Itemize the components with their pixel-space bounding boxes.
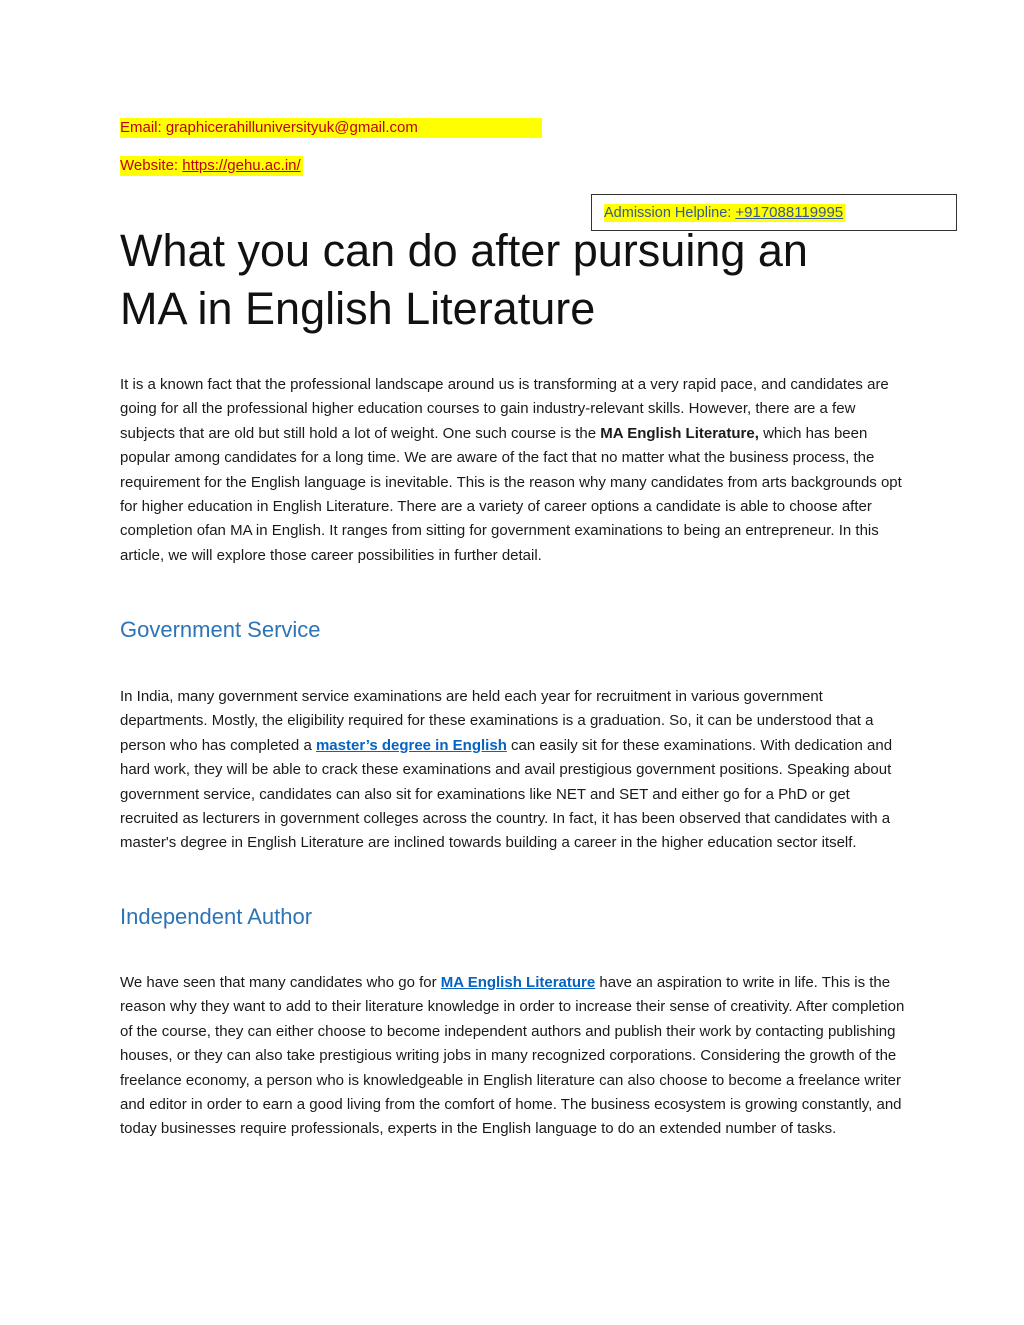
author-text-2: have an aspiration to write in life. This is the reason why they want to add to their literature knowledge in order to increase their sense of creativity. After completion of the course, they can either choose to become independent authors and publish their work by contacting publishing houses, or they can also take prestigious writing jobs in many recognized corporations. Considering the growth of the freelance economy, a person who is knowledgeable in English literature can also choose to become a freelance writer and editor in order to earn a good living from the comfort of home. The business ecosystem is growing constantly, and today businesses require professionals, experts in the English language to do an extended number of tasks.	[120, 974, 905, 1138]
masters-degree-link[interactable]: master’s degree in English	[315, 736, 507, 754]
helpline-label: Admission Helpline:	[604, 205, 736, 221]
email-prefix: Email:	[120, 119, 166, 136]
email-line	[120, 118, 542, 138]
email-address: graphicerahilluniversityuk@gmail.com	[165, 119, 418, 136]
independent-author-paragraph	[120, 971, 910, 1142]
gov-text-2: can easily sit for these examinations. With dedication and hard work, they will be able to crack these examinations and avail prestigious government positions. Speaking about government service, candidates can also sit for examinations like NET and SET and either go for a PhD or get recruited as lecturers in government colleges across the country. In fact, it has been observed that candidates with a master's degree in English Literature are inclined towards building a career in the higher education sector itself.	[120, 736, 893, 852]
website-prefix: Website:	[120, 157, 183, 174]
intro-paragraph	[120, 373, 910, 568]
author-text-1: We have seen that many candidates who go for	[120, 974, 441, 991]
helpline-text	[604, 204, 845, 222]
government-service-paragraph	[120, 685, 910, 856]
ma-english-literature-link[interactable]: MA English Literature	[440, 974, 596, 991]
government-service-heading: Government Service	[120, 617, 321, 642]
website-link[interactable]: https://gehu.ac.in/	[182, 157, 301, 174]
intro-text-1: It is a known fact that the professional landscape around us is transforming at a very rapid pace, and candidates are going for all the professional higher education courses to gain industry-relevant skills. However, there are a few subjects that are old but still hold a lot of weight. One such course is the	[120, 376, 889, 442]
helpline-phone-link[interactable]: +917088119995	[735, 204, 844, 221]
gov-text-1: In India, many government service examinations are held each year for recruitment in various government departments. Mostly, the eligibility required for these examinations is a graduation. So, it can be understood that a person who has completed a	[120, 688, 874, 754]
website-line	[120, 156, 303, 176]
intro-bold-course: MA English Literature,	[600, 424, 759, 442]
independent-author-heading: Independent Author	[120, 904, 313, 929]
page-title: What you can do after pursuing an MA in English Literature	[120, 225, 808, 334]
intro-text-2: which has been popular among candidates for a long time. We are aware of the fact that no matter what the business process, the requirement for the English language is inevitable. This is the reason why many candidates from arts backgrounds opt for higher education in English Literature. There are a variety of career options a candidate is able to choose after completion ofan MA in English. It ranges from sitting for government examinations to being an entrepreneur. In this article, we will explore those career possibilities in further detail.	[120, 424, 902, 564]
